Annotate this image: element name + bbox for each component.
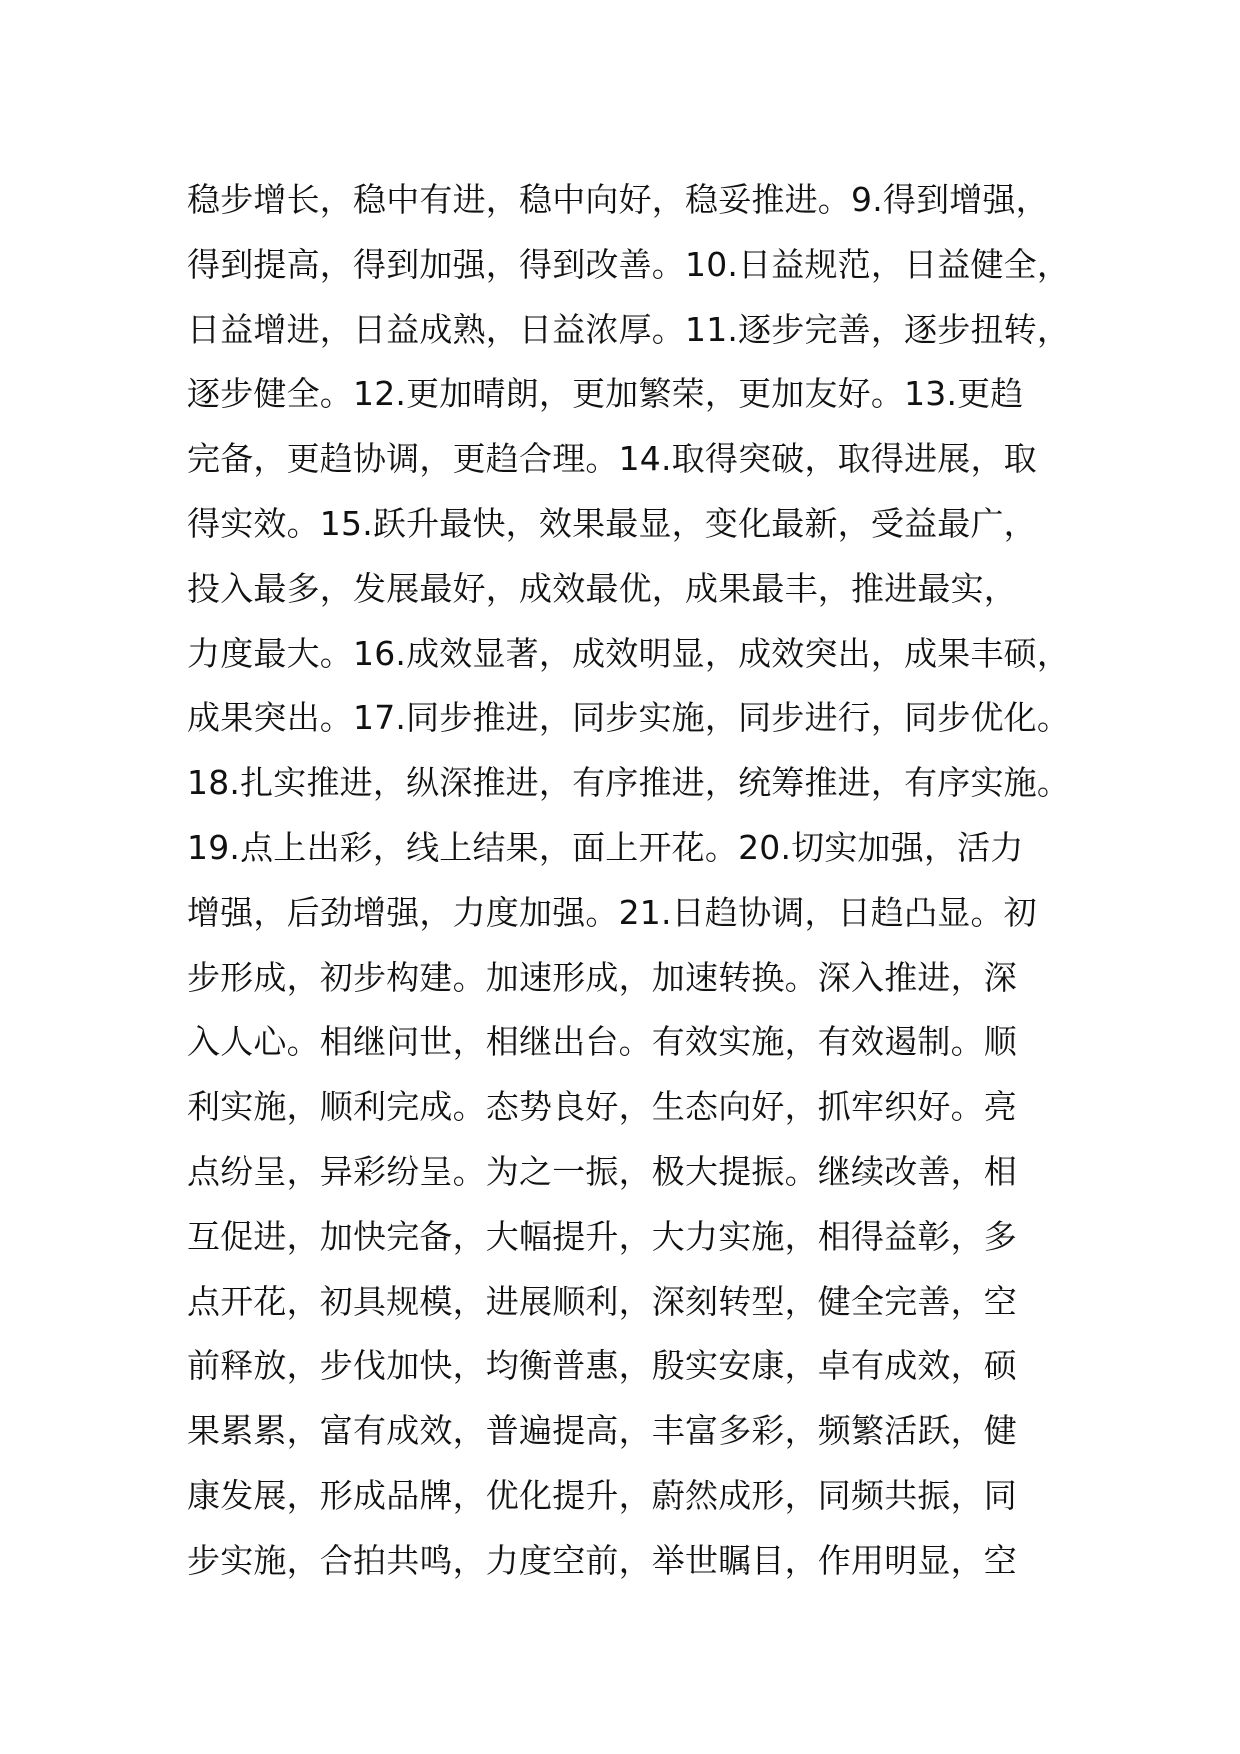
text-line: 投入最多，发展最好，成效最优，成果最丰，推进最实， xyxy=(187,568,1017,608)
text-line: 完备，更趋协调，更趋合理。14.取得突破，取得进展，取 xyxy=(187,439,1037,479)
body-paragraph xyxy=(187,168,1087,1594)
text-line: 18.扎实推进，纵深推进，有序推进，统筹推进，有序实施。 xyxy=(187,763,1071,803)
text-line: 互促进，加快完备，大幅提升，大力实施，相得益彰，多 xyxy=(187,1216,1017,1256)
text-line: 增强，后劲增强，力度加强。21.日趋协调，日趋凸显。初 xyxy=(187,892,1037,932)
text-line: 果累累，富有成效，普遍提高，丰富多彩，频繁活跃，健 xyxy=(187,1411,1017,1451)
text-line: 逐步健全。12.更加晴朗，更加繁荣，更加友好。13.更趋 xyxy=(187,374,1024,414)
text-line: 成果突出。17.同步推进，同步实施，同步进行，同步优化。 xyxy=(187,698,1071,738)
text-line: 入人心。相继问世，相继出台。有效实施，有效遏制。顺 xyxy=(187,1022,1017,1062)
text-line: 康发展，形成品牌，优化提升，蔚然成形，同频共振，同 xyxy=(187,1475,1017,1515)
text-line: 利实施，顺利完成。态势良好，生态向好，抓牢织好。亮 xyxy=(187,1087,1017,1127)
text-line: 稳步增长，稳中有进，稳中向好，稳妥推进。9.得到增强， xyxy=(187,180,1049,219)
text-line: 力度最大。16.成效显著，成效明显，成效突出，成果丰硕， xyxy=(187,633,1071,673)
text-line: 前释放，步伐加快，均衡普惠，殷实安康，卓有成效，硕 xyxy=(187,1346,1017,1386)
text-line: 步实施，合拍共鸣，力度空前，举世瞩目，作用明显，空 xyxy=(187,1540,1017,1580)
text-line: 点纷呈，异彩纷呈。为之一振，极大提振。继续改善，相 xyxy=(187,1151,1017,1191)
text-line: 步形成，初步构建。加速形成，加速转换。深入推进，深 xyxy=(187,957,1017,997)
text-line: 点开花，初具规模，进展顺利，深刻转型，健全完善，空 xyxy=(187,1281,1017,1321)
text-line: 得到提高，得到加强，得到改善。10.日益规范，日益健全， xyxy=(187,244,1071,284)
text-line: 日益增进，日益成熟，日益浓厚。11.逐步完善，逐步扭转， xyxy=(187,309,1071,349)
text-line: 得实效。15.跃升最快，效果最显，变化最新，受益最广， xyxy=(187,503,1037,543)
text-line: 19.点上出彩，线上结果，面上开花。20.切实加强，活力 xyxy=(187,827,1024,867)
